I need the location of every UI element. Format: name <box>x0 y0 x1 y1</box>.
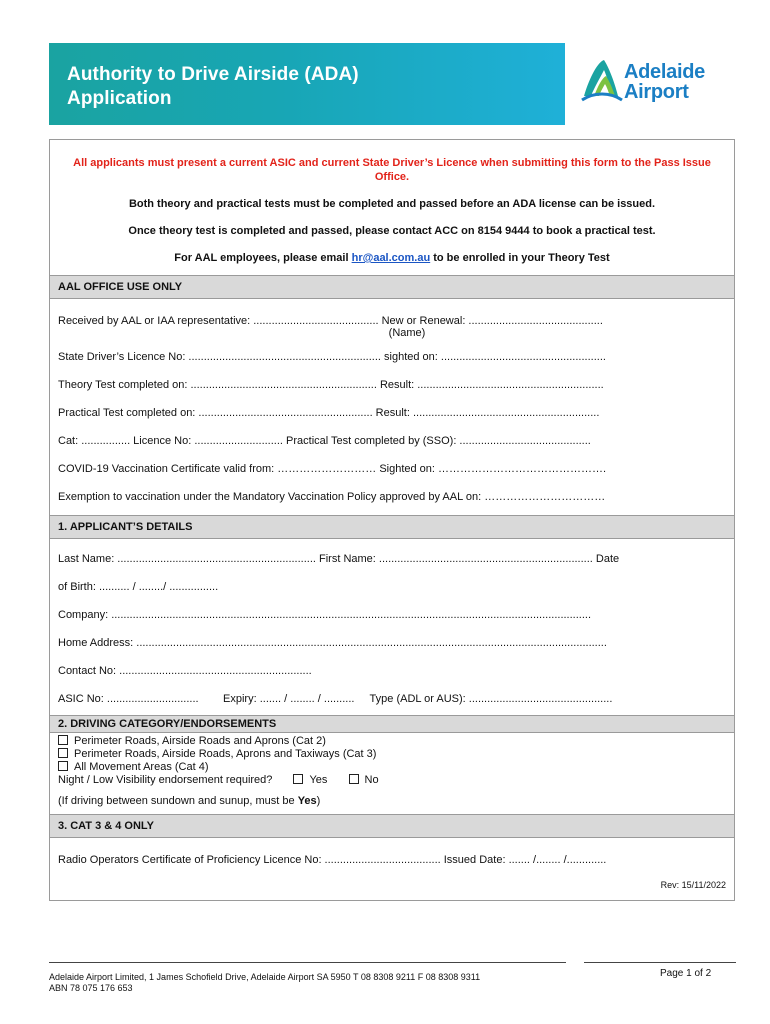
logo-text-line1: Adelaide <box>624 61 705 83</box>
no-label: No <box>364 774 379 786</box>
footer-abn: ABN 78 075 176 653 <box>49 983 133 993</box>
covid-certificate-field[interactable]: COVID-19 Vaccination Certificate valid from: ……………………… Sighted on: ………………………………………. <box>58 463 607 475</box>
yes-label: Yes <box>309 774 328 786</box>
contact-number-field[interactable]: Contact No: ............................................................... <box>58 665 312 677</box>
night-visibility-label: Night / Low Visibility endorsement required? <box>58 774 273 786</box>
hr-email-link[interactable]: hr@aal.com.au <box>351 252 431 264</box>
cat4-checkbox[interactable] <box>58 761 68 771</box>
no-checkbox[interactable] <box>349 774 359 784</box>
applicant-details-section <box>50 539 734 715</box>
cat-licence-field[interactable]: Cat: ................ Licence No: ............................. Practical Test completed by (SSO): ........................................... <box>58 435 591 447</box>
sundown-note <box>58 795 726 808</box>
drivers-licence-field[interactable]: State Driver’s Licence No: ............................................................... sighted on: ...................................................... <box>58 351 606 363</box>
tests-requirement-notice: Both theory and practical tests must be completed and passed before an ADA license can be issued. <box>128 198 656 210</box>
driving-category-heading: 2. DRIVING CATEGORY/ENDORSEMENTS <box>50 715 734 733</box>
page-number: Page 1 of 2 <box>660 968 712 979</box>
application-form <box>49 139 735 901</box>
cat4-label: All Movement Areas (Cat 4) <box>74 761 209 773</box>
adelaide-airport-logo <box>580 56 740 112</box>
cat3-option[interactable] <box>58 748 726 761</box>
received-by-sublabel: (Name) <box>388 327 426 339</box>
form-title-line2: Application <box>67 88 172 109</box>
cat34-section <box>50 838 734 874</box>
applicant-details-heading: 1. APPLICANT’S DETAILS <box>50 515 734 539</box>
logo-text-line2: Airport <box>624 81 689 103</box>
name-field[interactable]: Last Name: ................................................................. First Name: ...................................................................... Date <box>58 553 620 565</box>
sundown-note-yes: Yes <box>297 795 317 807</box>
enrolment-text-start: For AAL employees, please email <box>174 252 352 264</box>
received-by-field[interactable]: Received by AAL or IAA representative: ......................................... New or Renewal: ............................................ <box>58 315 603 327</box>
company-field[interactable]: Company: ............................................................................................................................................................. <box>58 609 592 621</box>
cat3-label: Perimeter Roads, Airside Roads, Aprons and Taxiways (Cat 3) <box>74 748 377 760</box>
asic-requirement-notice: All applicants must present a current ASIC and current State Driver’s Licence when submitting this form to the Pass Issue Office. <box>73 157 711 183</box>
cat3-checkbox[interactable] <box>58 748 68 758</box>
yes-checkbox[interactable] <box>293 774 303 784</box>
cat2-label: Perimeter Roads, Airside Roads and Aprons (Cat 2) <box>74 735 326 747</box>
revision-date: Rev: 15/11/2022 <box>660 880 726 890</box>
driving-category-section <box>50 733 734 814</box>
vaccination-exemption-field[interactable]: Exemption to vaccination under the Mandatory Vaccination Policy approved by AAL on: …………………………… <box>58 491 606 503</box>
sundown-note-end: ) <box>316 795 321 807</box>
footer-rule-left <box>49 962 566 963</box>
footer-rule-right <box>584 962 736 963</box>
airport-logo-icon <box>580 56 624 104</box>
enrolment-text-end: to be enrolled in your Theory Test <box>430 252 610 264</box>
cat4-option[interactable] <box>58 761 726 774</box>
asic-details-field[interactable]: ASIC No: .............................. Expiry: ....... / ........ / .......... Type (ADL or AUS): ............................................... <box>58 693 619 705</box>
form-title-line1: Authority to Drive Airside (ADA) <box>67 64 359 85</box>
practical-test-booking-notice: Once theory test is completed and passed, please contact ACC on 8154 9444 to book a practical test. <box>128 225 656 237</box>
footer-address <box>49 972 480 994</box>
theory-test-field[interactable]: Theory Test completed on: ............................................................. Result: ............................................................. <box>58 379 604 391</box>
office-use-section <box>50 299 734 515</box>
sundown-note-start: (If driving between sundown and sunup, must be <box>58 795 298 807</box>
footer-address-line1: Adelaide Airport Limited, 1 James Schofield Drive, Adelaide Airport SA 5950 T 08 8308 9211 F 08 8308 9311 <box>49 972 481 982</box>
office-use-heading: AAL OFFICE USE ONLY <box>50 275 734 299</box>
home-address-field[interactable]: Home Address: .......................................................................................................................................................... <box>58 637 607 649</box>
practical-test-field[interactable]: Practical Test completed on: ......................................................... Result: ............................................................. <box>58 407 600 419</box>
cat2-option[interactable] <box>58 735 726 748</box>
date-of-birth-field[interactable]: of Birth: .......... / ......../ ................ <box>58 581 219 593</box>
title-banner <box>49 43 565 125</box>
night-visibility-question <box>58 774 726 787</box>
radio-operator-field[interactable]: Radio Operators Certificate of Proficiency Licence No: ...................................... Issued Date: ....... /........ /............. <box>58 854 607 866</box>
cat34-heading: 3. CAT 3 & 4 ONLY <box>50 814 734 838</box>
cat2-checkbox[interactable] <box>58 735 68 745</box>
notice-block <box>50 140 734 275</box>
theory-test-enrolment-notice <box>56 251 728 265</box>
